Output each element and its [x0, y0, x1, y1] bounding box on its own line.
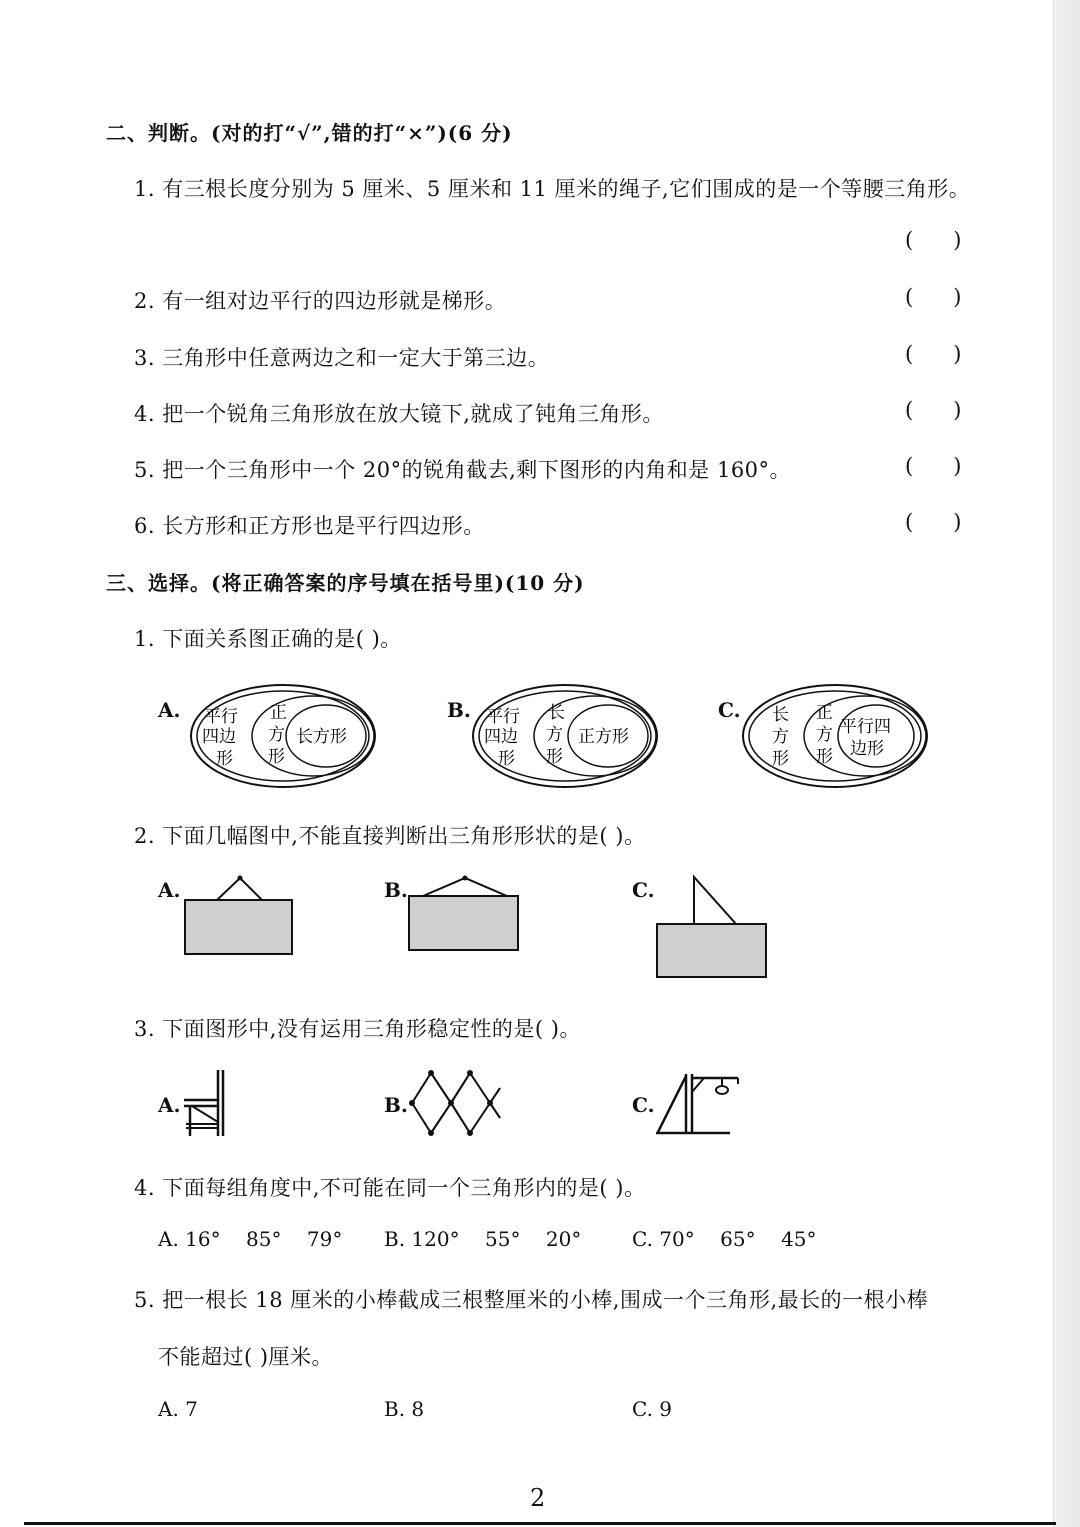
q2-option-c-label: C. — [632, 878, 655, 902]
q1b-middle-1: 长 — [548, 703, 565, 723]
q2-option-c-frame — [652, 872, 774, 982]
answer-bracket-3[interactable]: ( ) — [905, 342, 962, 366]
q1-option-b-diagram — [470, 680, 670, 792]
choice-q1-stem: 1. 下面关系图正确的是( )。 — [134, 627, 402, 651]
q1a-outer-1: 平行 — [204, 707, 238, 727]
q1-option-b-label: B. — [447, 698, 471, 722]
section2-heading: 二、判断。(对的打“√”,错的打“×”)(6 分) — [106, 121, 513, 145]
answer-bracket-2[interactable]: ( ) — [905, 285, 962, 309]
answer-bracket-4[interactable]: ( ) — [905, 398, 962, 422]
q1b-outer-2: 四边 — [484, 727, 518, 747]
q1b-middle-3: 形 — [546, 747, 563, 767]
q1-option-c-label: C. — [718, 698, 741, 722]
q1b-middle-2: 方 — [546, 725, 563, 745]
page-number: 2 — [530, 1484, 546, 1512]
bottom-rule — [24, 1522, 1056, 1525]
choice-q2-stem: 2. 下面几幅图中,不能直接判断出三角形形状的是( )。 — [134, 824, 646, 848]
q1c-outer-1: 长 — [772, 705, 789, 725]
q1b-outer-3: 形 — [498, 749, 515, 769]
answer-bracket-6[interactable]: ( ) — [905, 510, 962, 534]
q3-option-c-stand — [654, 1070, 744, 1136]
q1a-middle-2: 方 — [268, 725, 285, 745]
q4-option-b: B. 120° 55° 20° — [384, 1227, 582, 1251]
choice-q4-stem: 4. 下面每组角度中,不可能在同一个三角形内的是( )。 — [134, 1176, 646, 1200]
q4-option-a: A. 16° 85° 79° — [158, 1227, 343, 1251]
answer-bracket-5[interactable]: ( ) — [905, 454, 962, 478]
q1a-outer-3: 形 — [216, 749, 233, 769]
q3-option-c-label: C. — [632, 1093, 655, 1117]
choice-q3-stem: 3. 下面图形中,没有运用三角形稳定性的是( )。 — [134, 1017, 581, 1041]
q1c-inner-1: 平行四 — [840, 717, 891, 737]
q1c-middle-2: 方 — [816, 725, 833, 745]
q3-option-a-label: A. — [158, 1093, 181, 1117]
judge-item-4: 4. 把一个锐角三角形放在放大镜下,就成了钝角三角形。 — [134, 402, 664, 426]
q1c-inner-2: 边形 — [850, 739, 884, 759]
q3-option-b-label: B. — [384, 1093, 408, 1117]
judge-item-3: 3. 三角形中任意两边之和一定大于第三边。 — [134, 346, 550, 370]
q1-option-c-diagram — [740, 680, 940, 792]
q2-option-a-label: A. — [158, 878, 181, 902]
q1c-middle-1: 正 — [816, 703, 833, 723]
q1c-outer-2: 方 — [772, 727, 789, 747]
judge-item-5: 5. 把一个三角形中一个 20°的锐角截去,剩下图形的内角和是 160°。 — [134, 458, 792, 482]
q2-option-b-frame — [405, 870, 525, 960]
section3-heading: 三、选择。(将正确答案的序号填在括号里)(10 分) — [106, 571, 585, 595]
q2-option-b-label: B. — [384, 878, 408, 902]
judge-item-2: 2. 有一组对边平行的四边形就是梯形。 — [134, 289, 507, 313]
judge-item-6: 6. 长方形和正方形也是平行四边形。 — [134, 514, 485, 538]
q1a-middle-1: 正 — [270, 703, 287, 723]
choice-q5-stem-line1: 5. 把一根长 18 厘米的小棒截成三根整厘米的小棒,围成一个三角形,最长的一根小棒 — [134, 1288, 929, 1312]
q1c-outer-3: 形 — [772, 749, 789, 769]
q5-option-b: B. 8 — [384, 1397, 425, 1421]
q1-option-a-diagram — [188, 680, 388, 792]
q5-option-a: A. 7 — [158, 1397, 198, 1421]
q1c-middle-3: 形 — [816, 747, 833, 767]
q1a-middle-3: 形 — [268, 747, 285, 767]
q1a-outer-2: 四边 — [202, 727, 236, 747]
q1b-inner: 正方形 — [578, 727, 629, 747]
q1a-inner: 长方形 — [296, 727, 347, 747]
q1b-outer-1: 平行 — [486, 707, 520, 727]
answer-bracket-1[interactable]: ( ) — [905, 228, 962, 252]
judge-item-1: 1. 有三根长度分别为 5 厘米、5 厘米和 11 厘米的绳子,它们围成的是一个等腰三角形。 — [134, 177, 971, 201]
page-edge — [1053, 0, 1080, 1527]
q1-option-a-label: A. — [158, 698, 181, 722]
q2-option-a-frame — [180, 870, 300, 960]
q4-option-c: C. 70° 65° 45° — [632, 1227, 817, 1251]
q3-option-b-lattice — [404, 1068, 510, 1138]
q5-option-c: C. 9 — [632, 1397, 673, 1421]
q3-option-a-chair — [180, 1066, 230, 1140]
choice-q5-stem-line2: 不能超过( )厘米。 — [158, 1345, 334, 1369]
